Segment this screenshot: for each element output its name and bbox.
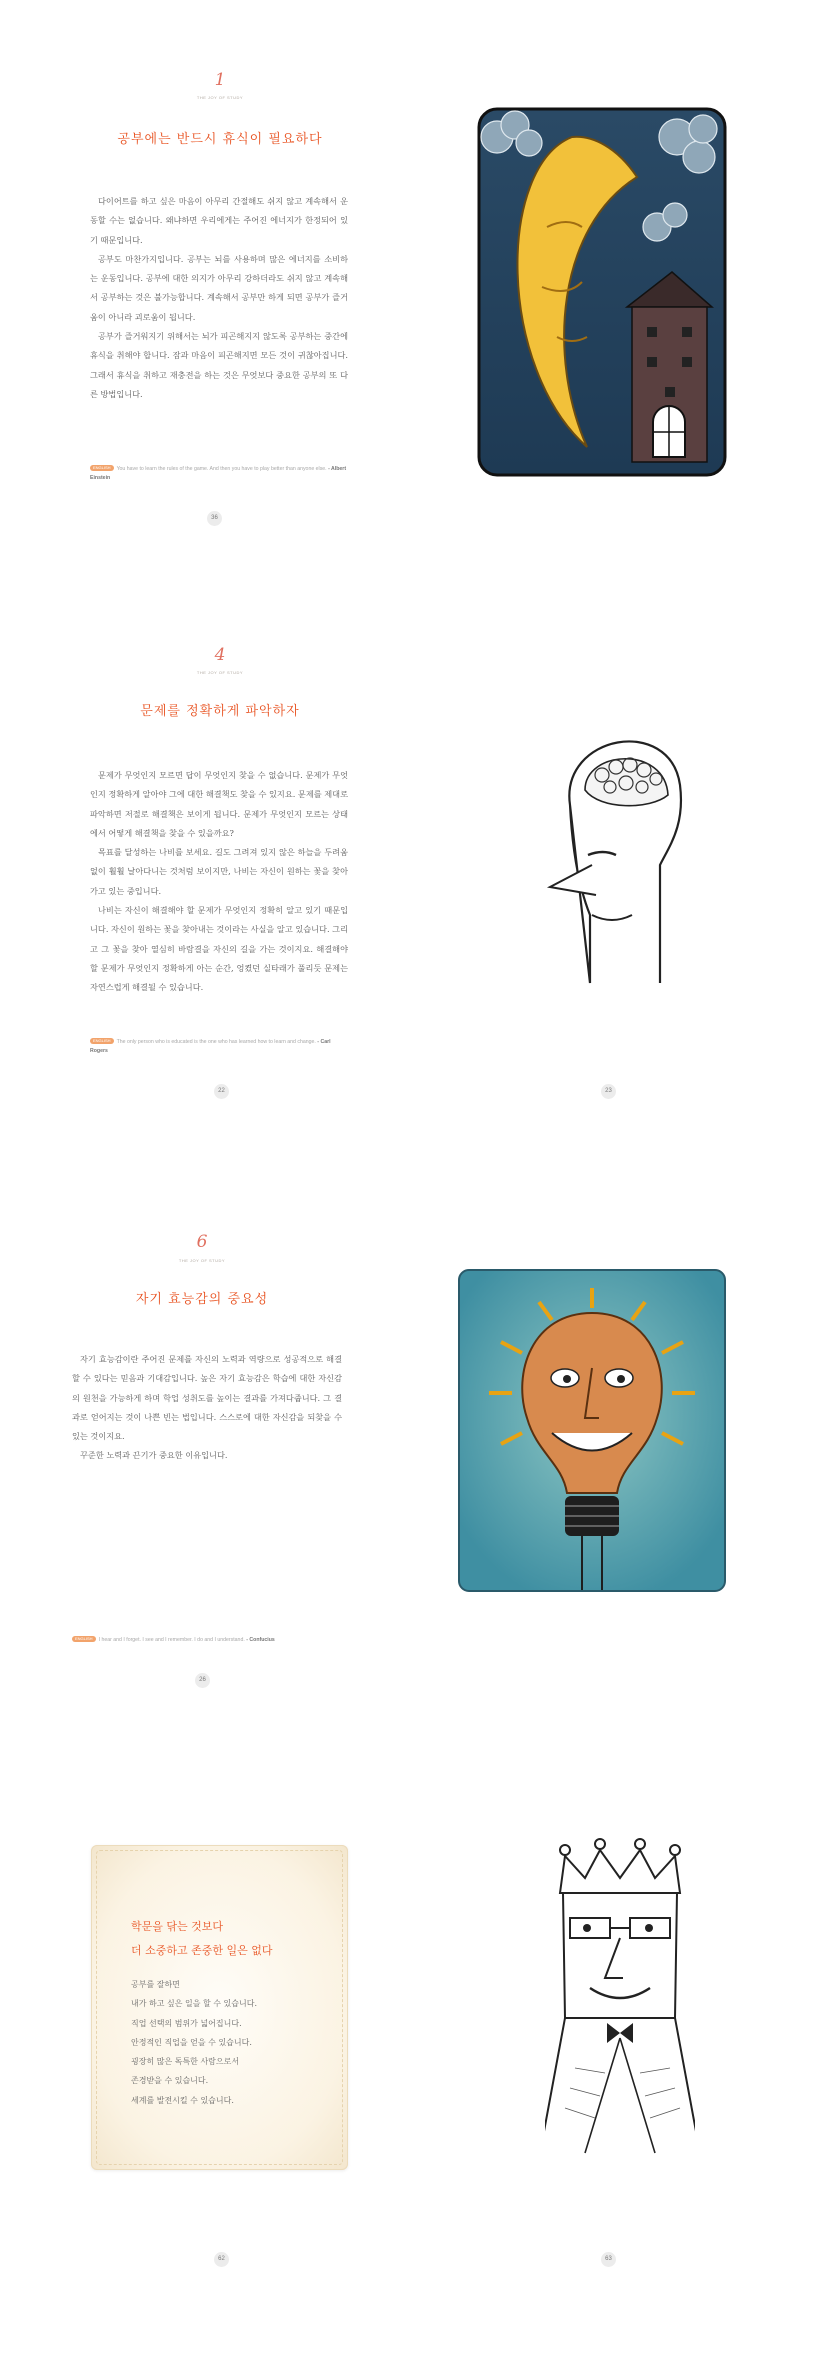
quote xyxy=(72,1636,372,1645)
card-line: 세계를 발전시킬 수 있습니다. xyxy=(131,2095,234,2105)
card-heading-line: 더 소중하고 존중한 일은 없다 xyxy=(131,1944,273,1957)
card-heading xyxy=(131,1915,331,1963)
quote xyxy=(90,465,348,483)
body-text xyxy=(72,1350,342,1466)
paragraph: 공부가 즐거워지기 위해서는 뇌가 피곤해지지 않도록 공부하는 중간에 휴식을 취해야 합니다. 잠과 마음이 피곤해지면 모든 것이 귀찮아집니다. 그래서 휴식을 취하고 재충전을 하는 것은 무엇보다 중요한 공부의 또 다른 방법입니다. xyxy=(90,331,348,399)
quote-tag: ENGLISH xyxy=(90,465,114,471)
quote-tag: ENGLISH xyxy=(72,1636,96,1642)
paragraph: 다이어트를 하고 싶은 마음이 아무리 간절해도 쉬지 않고 계속해서 운동할 수는 없습니다. 왜냐하면 우리에게는 주어진 에너지가 한정되어 있기 때문입니다. xyxy=(90,196,348,245)
chapter-number: 6 xyxy=(196,1232,208,1252)
page-number: 36 xyxy=(207,511,222,526)
chapter-number: 4 xyxy=(214,645,226,665)
lightbulb-face-illustration xyxy=(457,1268,727,1593)
paragraph: 목표를 달성하는 나비를 보세요. 길도 그려져 있지 않은 하늘을 두려움 없이 훨훨 날아다니는 것처럼 보이지만, 나비는 자신이 원하는 꽃을 찾아가고 있는 중입니다. xyxy=(90,847,348,896)
card-heading-line: 학문을 닦는 것보다 xyxy=(131,1920,224,1933)
card-body xyxy=(131,1975,331,2110)
paragraph: 공부도 마찬가지입니다. 공부는 뇌를 사용하며 많은 에너지를 소비하는 운동입니다. 공부에 대한 의지가 아무리 강하더라도 쉬지 않고 계속해서 공부하는 것은 불가능합니다. 계속해서 공부만 하게 되면 공부가 즐거움이 아니라 괴로움이 됩니다. xyxy=(90,253,348,322)
page-number-left: 22 xyxy=(214,1084,229,1099)
quote-card xyxy=(91,1845,348,2170)
quote-author: - Carl Rogers xyxy=(90,1039,331,1054)
card-line: 공부를 잘하면 xyxy=(131,1980,180,1989)
chapter-subtitle: THE JOY OF STUDY xyxy=(196,95,244,100)
chapter-subtitle: THE JOY OF STUDY xyxy=(178,1258,226,1263)
page-number-right: 23 xyxy=(601,1084,616,1099)
quote-tag: ENGLISH xyxy=(90,1038,114,1044)
quote-author: - Confucius xyxy=(246,1637,275,1643)
quote xyxy=(90,1038,348,1056)
quote-text: I hear and I forget. I see and I remember. I do and I understand. xyxy=(98,1637,245,1643)
page-number-left: 62 xyxy=(214,2252,229,2267)
quote-text: You have to learn the rules of the game. And then you have to play better than anyone else. xyxy=(116,466,327,472)
card-line: 안정적인 직업을 얻을 수 있습니다. xyxy=(131,2037,252,2047)
body-text xyxy=(90,192,348,404)
paragraph: 문제가 무엇인지 모르면 답이 무엇인지 찾을 수 없습니다. 문제가 무엇인지 정확하게 알아야 그에 대한 해결책도 찾을 수 있지요. 문제를 제대로 파악하면 저절로 해결책은 보이게 됩니다. 문제가 무엇인지 모르는 상태에서 어떻게 해결책을 찾을 수 있을까요? xyxy=(90,770,348,838)
chapter-title: 문제를 정확하게 파악하자 xyxy=(140,704,300,719)
quote-author: - Albert Einstein xyxy=(90,466,347,481)
card-line: 직업 선택의 범위가 넓어집니다. xyxy=(131,2018,242,2028)
quote-text: The only person who is educated is the one who has learned how to learn and change. xyxy=(116,1039,316,1045)
card-line: 존경받을 수 있습니다. xyxy=(131,2076,209,2086)
chapter-title: 공부에는 반드시 휴식이 필요하다 xyxy=(117,132,323,147)
paragraph: 꾸준한 노력과 끈기가 중요한 이유입니다. xyxy=(80,1450,228,1461)
moon-house-illustration xyxy=(477,107,727,477)
page-number: 26 xyxy=(195,1673,210,1688)
chapter-title: 자기 효능감의 중요성 xyxy=(135,1292,269,1307)
king-illustration xyxy=(545,1838,695,2158)
chapter-subtitle: THE JOY OF STUDY xyxy=(196,670,244,675)
body-text xyxy=(90,766,348,998)
paragraph: 자기 효능감이란 주어진 문제를 자신의 노력과 역량으로 성공적으로 해결할 수 있다는 믿음과 기대감입니다. 높은 자기 효능감은 학습에 대한 자신감의 원천을 가능하게 하며 학업 성취도를 높이는 결과를 가져다줍니다. 그 결과로 얻어지는 것이 나쁜 빈는 법입니다. 스스로에 대한 자신감을 되찾을 수 있는 것이지요. xyxy=(72,1354,342,1442)
chapter-number: 1 xyxy=(214,70,226,90)
paragraph: 나비는 자신이 해결해야 할 문제가 무엇인지 정확히 알고 있기 때문입니다. 자신이 원하는 꽃을 찾아내는 것이라는 사실을 알고 있습니다. 그리고 그 꽃을 찾아 열심히 바람결을 자신의 길을 가는 것이지요. 해결해야 할 문제가 무엇인지 정확하게 아는 순간, 엉켰던 실타래가 풀리듯 문제는 자연스럽게 해결될 수 있습니다. xyxy=(90,905,348,993)
brain-head-illustration xyxy=(530,715,700,985)
page-number-right: 63 xyxy=(601,2252,616,2267)
card-line: 내가 하고 싶은 일을 할 수 있습니다. xyxy=(131,1999,257,2009)
card-line: 굉장히 많은 독특한 사람으로서 xyxy=(131,2057,240,2067)
